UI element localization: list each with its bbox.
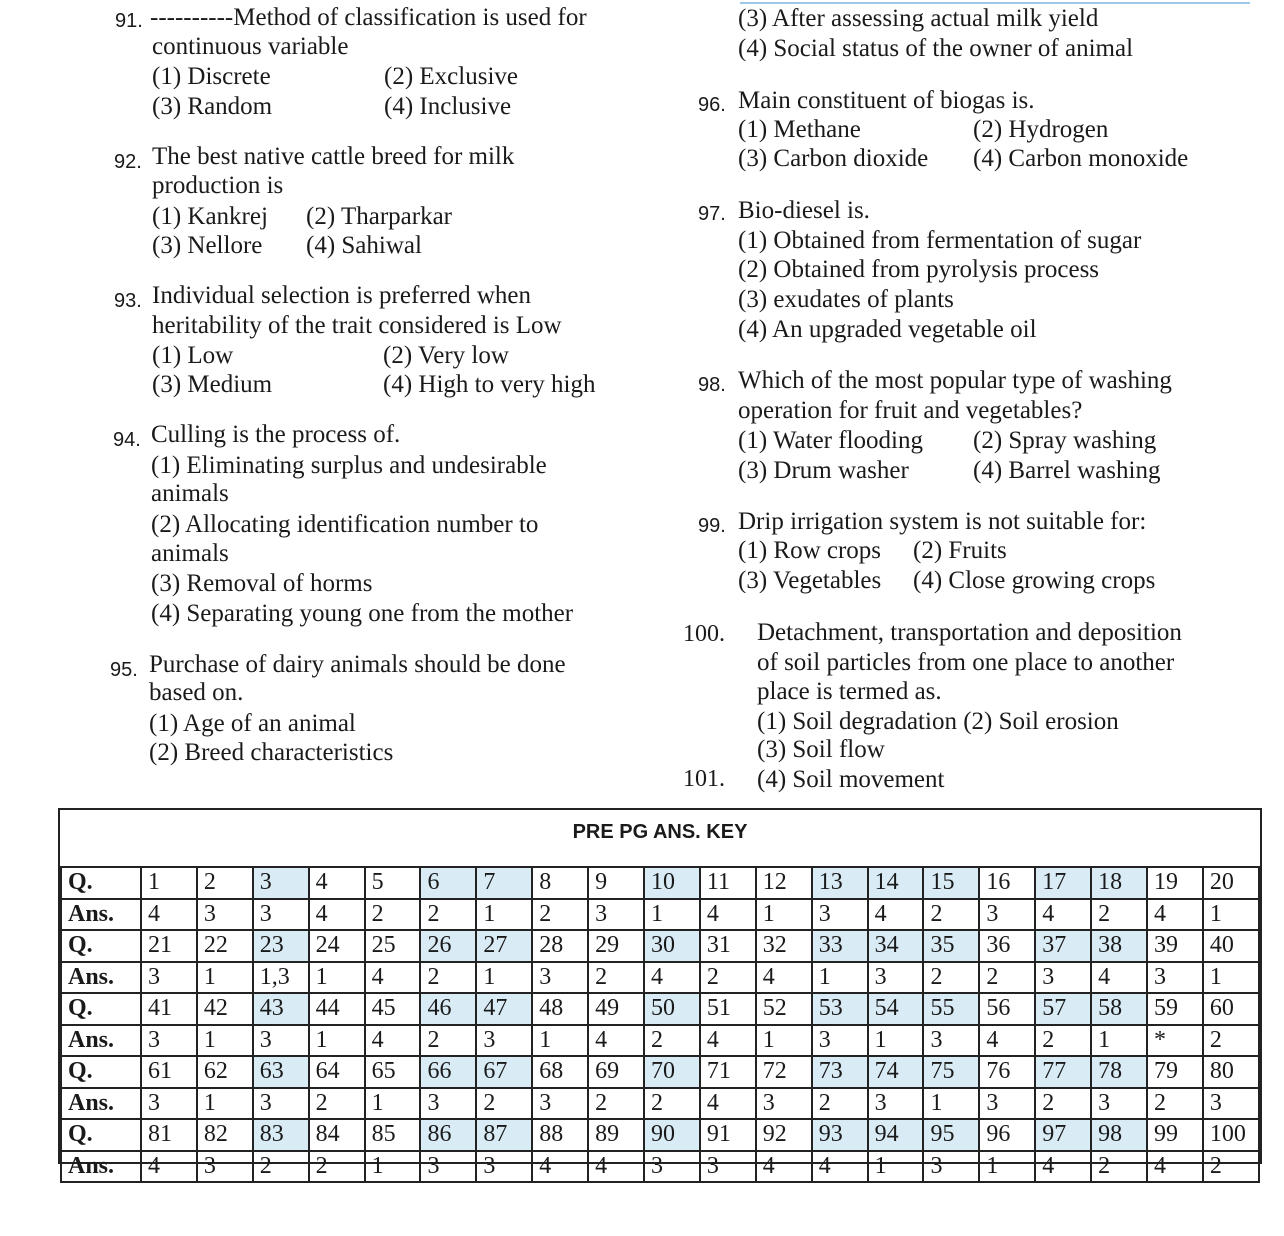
key-answer-cell: 3 xyxy=(476,1151,532,1183)
key-answer-cell: 2 xyxy=(420,899,476,931)
option: (4) Separating young one from the mother xyxy=(151,600,574,627)
key-answer-cell: 3 xyxy=(868,1088,924,1120)
option: (2) Tharparkar xyxy=(306,203,452,230)
question-number: 96. xyxy=(698,94,726,116)
key-answer-cell: 1 xyxy=(309,962,365,994)
question-text: operation for fruit and vegetables? xyxy=(738,397,1083,424)
key-question-cell: 3 xyxy=(253,867,309,899)
key-question-cell: 60 xyxy=(1203,993,1259,1025)
key-question-cell: 79 xyxy=(1147,1056,1203,1088)
key-question-cell: 74 xyxy=(868,1056,924,1088)
key-answer-cell: 1 xyxy=(532,1025,588,1057)
option: (2) Breed characteristics xyxy=(149,739,394,766)
key-question-cell: 46 xyxy=(420,993,476,1025)
key-answer-cell: 3 xyxy=(532,1088,588,1120)
key-answer-cell: 4 xyxy=(756,1151,812,1183)
question-text: Individual selection is preferred when xyxy=(152,282,532,309)
key-question-cell: 75 xyxy=(923,1056,979,1088)
option: (1) Age of an animal xyxy=(149,710,356,737)
row-label-answer: Ans. xyxy=(61,1088,141,1120)
row-label-question: Q. xyxy=(61,867,141,899)
key-answer-cell: 3 xyxy=(756,1088,812,1120)
key-answer-cell: 2 xyxy=(309,1088,365,1120)
answer-row xyxy=(61,1088,1259,1120)
key-answer-cell: 4 xyxy=(141,899,197,931)
key-answer-cell: 1 xyxy=(476,962,532,994)
key-question-cell: 42 xyxy=(197,993,253,1025)
key-answer-cell: 2 xyxy=(644,1088,700,1120)
key-answer-cell: 3 xyxy=(253,1088,309,1120)
question-number: 100. xyxy=(683,621,725,647)
key-answer-cell: 3 xyxy=(923,1025,979,1057)
key-answer-cell: 3 xyxy=(141,962,197,994)
key-question-cell: 36 xyxy=(979,930,1035,962)
key-question-cell: 59 xyxy=(1147,993,1203,1025)
key-question-cell: 94 xyxy=(868,1119,924,1151)
answer-key-table xyxy=(58,808,1262,1179)
key-answer-cell: 2 xyxy=(532,899,588,931)
option: (1) Low xyxy=(152,342,234,369)
key-answer-cell: 4 xyxy=(700,1025,756,1057)
key-answer-cell: 1 xyxy=(644,899,700,931)
key-answer-cell: 3 xyxy=(923,1151,979,1183)
key-question-cell: 76 xyxy=(979,1056,1035,1088)
key-answer-cell: 2 xyxy=(588,962,644,994)
key-question-cell: 29 xyxy=(588,930,644,962)
key-answer-cell: 1 xyxy=(197,962,253,994)
key-question-cell: 68 xyxy=(532,1056,588,1088)
option: (4) An upgraded vegetable oil xyxy=(738,316,1037,343)
question-number: 92. xyxy=(114,151,142,173)
key-answer-cell: 2 xyxy=(1147,1088,1203,1120)
key-question-cell: 25 xyxy=(365,930,421,962)
key-answer-cell: 4 xyxy=(1035,899,1091,931)
question-number-row xyxy=(61,867,1259,899)
answer-key-grid xyxy=(60,866,1260,1183)
question-text: Purchase of dairy animals should be done xyxy=(149,651,566,678)
key-answer-cell: 4 xyxy=(979,1025,1035,1057)
key-answer-cell: 4 xyxy=(1147,899,1203,931)
key-question-cell: 13 xyxy=(812,867,868,899)
key-question-cell: 54 xyxy=(868,993,924,1025)
key-question-cell: 100 xyxy=(1203,1119,1259,1151)
key-answer-cell: 4 xyxy=(141,1151,197,1183)
key-question-cell: 15 xyxy=(923,867,979,899)
question-text: production is xyxy=(152,172,284,199)
key-question-cell: 48 xyxy=(532,993,588,1025)
question-number-row xyxy=(61,1119,1259,1151)
key-answer-cell: 2 xyxy=(979,962,1035,994)
row-label-answer: Ans. xyxy=(61,899,141,931)
key-answer-cell: 2 xyxy=(365,899,421,931)
key-question-cell: 40 xyxy=(1203,930,1259,962)
key-question-cell: 51 xyxy=(700,993,756,1025)
key-question-cell: 97 xyxy=(1035,1119,1091,1151)
key-question-cell: 52 xyxy=(756,993,812,1025)
key-answer-cell: 3 xyxy=(812,899,868,931)
option: (3) Carbon dioxide xyxy=(738,145,929,172)
question-number-row xyxy=(61,930,1259,962)
key-question-cell: 87 xyxy=(476,1119,532,1151)
key-question-cell: 83 xyxy=(253,1119,309,1151)
key-question-cell: 39 xyxy=(1147,930,1203,962)
option: (3) Removal of horms xyxy=(151,570,373,597)
option: (2) Allocating identification number to xyxy=(151,511,539,538)
key-answer-cell: 3 xyxy=(253,1025,309,1057)
option: (3) Vegetables xyxy=(738,567,882,594)
key-question-cell: 81 xyxy=(141,1119,197,1151)
key-question-cell: 61 xyxy=(141,1056,197,1088)
key-answer-cell: 3 xyxy=(979,1088,1035,1120)
key-answer-cell: 1 xyxy=(309,1025,365,1057)
key-answer-cell: 1,3 xyxy=(253,962,309,994)
key-question-cell: 96 xyxy=(979,1119,1035,1151)
key-answer-cell: 2 xyxy=(1035,1025,1091,1057)
key-answer-cell: 4 xyxy=(1091,962,1147,994)
key-question-cell: 91 xyxy=(700,1119,756,1151)
key-answer-cell: 1 xyxy=(979,1151,1035,1183)
option: (1) Obtained from fermentation of sugar xyxy=(738,227,1142,254)
key-answer-cell: 2 xyxy=(253,1151,309,1183)
key-question-cell: 9 xyxy=(588,867,644,899)
key-answer-cell: 3 xyxy=(812,1025,868,1057)
option: (4) Social status of the owner of animal xyxy=(738,35,1134,62)
key-question-cell: 35 xyxy=(923,930,979,962)
key-question-cell: 82 xyxy=(197,1119,253,1151)
option: (4) Soil movement xyxy=(757,766,945,793)
row-label-question: Q. xyxy=(61,993,141,1025)
key-question-cell: 20 xyxy=(1203,867,1259,899)
option: (3) Soil flow xyxy=(757,736,885,763)
question-number: 99. xyxy=(698,515,726,537)
option: (3) Medium xyxy=(152,371,273,398)
question-number-row xyxy=(61,1056,1259,1088)
key-question-cell: 66 xyxy=(420,1056,476,1088)
key-question-cell: 12 xyxy=(756,867,812,899)
key-question-cell: 67 xyxy=(476,1056,532,1088)
row-label-answer: Ans. xyxy=(61,1151,141,1183)
key-answer-cell: 1 xyxy=(923,1088,979,1120)
key-question-cell: 89 xyxy=(588,1119,644,1151)
option: (3) Nellore xyxy=(152,232,263,259)
key-answer-cell: 3 xyxy=(1091,1088,1147,1120)
key-question-cell: 43 xyxy=(253,993,309,1025)
option: (1) Row crops xyxy=(738,537,882,564)
question-text: continuous variable xyxy=(152,33,349,60)
key-question-cell: 71 xyxy=(700,1056,756,1088)
key-answer-cell: 3 xyxy=(253,899,309,931)
key-answer-cell: 1 xyxy=(1091,1025,1147,1057)
key-answer-cell: 2 xyxy=(1203,1025,1259,1057)
option: (3) Drum washer xyxy=(738,457,909,484)
question-number: 93. xyxy=(114,290,142,312)
key-question-cell: 21 xyxy=(141,930,197,962)
option: (1) Eliminating surplus and undesirable xyxy=(151,452,547,479)
key-answer-cell: 1 xyxy=(756,899,812,931)
key-question-cell: 4 xyxy=(309,867,365,899)
key-answer-cell: 4 xyxy=(588,1151,644,1183)
key-answer-cell: 4 xyxy=(812,1151,868,1183)
key-answer-cell: 4 xyxy=(644,962,700,994)
key-question-cell: 27 xyxy=(476,930,532,962)
key-question-cell: 10 xyxy=(644,867,700,899)
key-question-cell: 22 xyxy=(197,930,253,962)
key-answer-cell: 3 xyxy=(197,1151,253,1183)
question-text: Bio-diesel is. xyxy=(738,197,870,224)
key-answer-cell: 2 xyxy=(644,1025,700,1057)
option: (3) Random xyxy=(152,93,273,120)
option: (1) Methane xyxy=(738,116,861,143)
question-number-row xyxy=(61,993,1259,1025)
key-answer-cell: 2 xyxy=(588,1088,644,1120)
option: (2) Exclusive xyxy=(384,63,518,90)
option: (2) Hydrogen xyxy=(973,116,1109,143)
key-question-cell: 45 xyxy=(365,993,421,1025)
key-question-cell: 84 xyxy=(309,1119,365,1151)
key-question-cell: 56 xyxy=(979,993,1035,1025)
key-answer-cell: 3 xyxy=(420,1151,476,1183)
option: (4) Carbon monoxide xyxy=(973,145,1189,172)
key-answer-cell: 3 xyxy=(532,962,588,994)
key-answer-cell: 3 xyxy=(700,1151,756,1183)
key-question-cell: 19 xyxy=(1147,867,1203,899)
key-answer-cell: 2 xyxy=(1091,899,1147,931)
key-answer-cell: 1 xyxy=(868,1151,924,1183)
row-label-question: Q. xyxy=(61,1056,141,1088)
key-question-cell: 32 xyxy=(756,930,812,962)
key-question-cell: 92 xyxy=(756,1119,812,1151)
key-question-cell: 37 xyxy=(1035,930,1091,962)
key-answer-cell: 2 xyxy=(923,962,979,994)
key-answer-cell: 4 xyxy=(309,899,365,931)
key-question-cell: 31 xyxy=(700,930,756,962)
key-answer-cell: 1 xyxy=(1203,899,1259,931)
row-label-question: Q. xyxy=(61,1119,141,1151)
answer-row xyxy=(61,962,1259,994)
option: (3) exudates of plants xyxy=(738,286,954,313)
key-question-cell: 47 xyxy=(476,993,532,1025)
answer-row xyxy=(61,899,1259,931)
key-answer-cell: 2 xyxy=(923,899,979,931)
key-question-cell: 64 xyxy=(309,1056,365,1088)
key-answer-cell: 4 xyxy=(756,962,812,994)
key-answer-cell: 4 xyxy=(700,899,756,931)
key-question-cell: 34 xyxy=(868,930,924,962)
key-question-cell: 58 xyxy=(1091,993,1147,1025)
key-answer-cell: * xyxy=(1147,1025,1203,1057)
key-question-cell: 57 xyxy=(1035,993,1091,1025)
question-number: 94. xyxy=(113,429,141,451)
key-question-cell: 50 xyxy=(644,993,700,1025)
key-question-cell: 8 xyxy=(532,867,588,899)
option: (1) Water flooding xyxy=(738,427,923,454)
key-question-cell: 1 xyxy=(141,867,197,899)
key-question-cell: 86 xyxy=(420,1119,476,1151)
key-answer-cell: 2 xyxy=(476,1088,532,1120)
key-question-cell: 18 xyxy=(1091,867,1147,899)
key-question-cell: 63 xyxy=(253,1056,309,1088)
key-answer-cell: 4 xyxy=(365,962,421,994)
question-number: 97. xyxy=(698,203,726,225)
question-text: place is termed as. xyxy=(757,678,942,705)
key-answer-cell: 1 xyxy=(756,1025,812,1057)
question-text: ----------Method of classification is used for xyxy=(150,4,587,31)
answer-row xyxy=(61,1151,1259,1183)
key-answer-cell: 1 xyxy=(1203,962,1259,994)
key-answer-cell: 1 xyxy=(197,1088,253,1120)
option: animals xyxy=(151,480,229,507)
option: (4) Inclusive xyxy=(384,93,512,120)
question-number: 101. xyxy=(683,766,725,792)
key-answer-cell: 2 xyxy=(309,1151,365,1183)
key-answer-cell: 3 xyxy=(1147,962,1203,994)
key-answer-cell: 1 xyxy=(365,1151,421,1183)
option: animals xyxy=(151,540,229,567)
key-answer-cell: 3 xyxy=(420,1088,476,1120)
question-number: 98. xyxy=(698,374,726,396)
key-question-cell: 62 xyxy=(197,1056,253,1088)
key-answer-cell: 1 xyxy=(868,1025,924,1057)
key-answer-cell: 4 xyxy=(868,899,924,931)
key-question-cell: 38 xyxy=(1091,930,1147,962)
key-answer-cell: 3 xyxy=(197,899,253,931)
option: (2) Fruits xyxy=(913,537,1007,564)
key-question-cell: 70 xyxy=(644,1056,700,1088)
question-text: The best native cattle breed for milk xyxy=(152,143,515,170)
option: (3) After assessing actual milk yield xyxy=(738,5,1099,32)
key-answer-cell: 3 xyxy=(141,1088,197,1120)
option: (2) Obtained from pyrolysis process xyxy=(738,256,1100,283)
key-answer-cell: 2 xyxy=(1091,1151,1147,1183)
key-answer-cell: 2 xyxy=(812,1088,868,1120)
key-answer-cell: 1 xyxy=(197,1025,253,1057)
key-question-cell: 73 xyxy=(812,1056,868,1088)
question-text: of soil particles from one place to another xyxy=(757,649,1175,676)
key-question-cell: 24 xyxy=(309,930,365,962)
option: (4) High to very high xyxy=(383,371,596,398)
key-answer-cell: 1 xyxy=(812,962,868,994)
key-answer-cell: 4 xyxy=(532,1151,588,1183)
key-question-cell: 72 xyxy=(756,1056,812,1088)
key-question-cell: 53 xyxy=(812,993,868,1025)
key-question-cell: 85 xyxy=(365,1119,421,1151)
option: (2) Very low xyxy=(383,342,509,369)
option: (1) Discrete xyxy=(152,63,271,90)
key-answer-cell: 3 xyxy=(141,1025,197,1057)
question-text: heritability of the trait considered is Low xyxy=(152,312,562,339)
key-answer-cell: 4 xyxy=(365,1025,421,1057)
option: (4) Close growing crops xyxy=(913,567,1156,594)
key-answer-cell: 4 xyxy=(1035,1151,1091,1183)
key-question-cell: 2 xyxy=(197,867,253,899)
key-question-cell: 33 xyxy=(812,930,868,962)
key-question-cell: 65 xyxy=(365,1056,421,1088)
row-label-question: Q. xyxy=(61,930,141,962)
key-answer-cell: 2 xyxy=(420,962,476,994)
key-question-cell: 26 xyxy=(420,930,476,962)
answer-row xyxy=(61,1025,1259,1057)
key-question-cell: 16 xyxy=(979,867,1035,899)
key-question-cell: 55 xyxy=(923,993,979,1025)
key-answer-cell: 1 xyxy=(476,899,532,931)
key-answer-cell: 3 xyxy=(588,899,644,931)
key-question-cell: 30 xyxy=(644,930,700,962)
key-answer-cell: 3 xyxy=(1035,962,1091,994)
question-number: 95. xyxy=(110,659,138,681)
row-label-answer: Ans. xyxy=(61,1025,141,1057)
key-question-cell: 98 xyxy=(1091,1119,1147,1151)
key-question-cell: 17 xyxy=(1035,867,1091,899)
key-question-cell: 69 xyxy=(588,1056,644,1088)
question-text: Which of the most popular type of washing xyxy=(738,367,1172,394)
key-answer-cell: 1 xyxy=(365,1088,421,1120)
key-question-cell: 95 xyxy=(923,1119,979,1151)
question-text: Detachment, transportation and deposition xyxy=(757,619,1182,646)
key-answer-cell: 2 xyxy=(420,1025,476,1057)
question-text: Main constituent of biogas is. xyxy=(738,87,1035,114)
key-question-cell: 49 xyxy=(588,993,644,1025)
key-question-cell: 5 xyxy=(365,867,421,899)
key-question-cell: 80 xyxy=(1203,1056,1259,1088)
key-answer-cell: 3 xyxy=(979,899,1035,931)
option: (4) Barrel washing xyxy=(973,457,1161,484)
key-question-cell: 78 xyxy=(1091,1056,1147,1088)
key-question-cell: 41 xyxy=(141,993,197,1025)
option: (2) Spray washing xyxy=(973,427,1157,454)
key-answer-cell: 2 xyxy=(700,962,756,994)
key-question-cell: 77 xyxy=(1035,1056,1091,1088)
key-question-cell: 14 xyxy=(868,867,924,899)
key-question-cell: 7 xyxy=(476,867,532,899)
question-text: Culling is the process of. xyxy=(151,421,401,448)
key-answer-cell: 4 xyxy=(1147,1151,1203,1183)
key-question-cell: 23 xyxy=(253,930,309,962)
key-question-cell: 93 xyxy=(812,1119,868,1151)
question-text: based on. xyxy=(149,679,244,706)
option: (4) Sahiwal xyxy=(306,232,422,259)
key-question-cell: 99 xyxy=(1147,1119,1203,1151)
key-answer-cell: 3 xyxy=(476,1025,532,1057)
key-answer-cell: 3 xyxy=(1203,1088,1259,1120)
row-label-answer: Ans. xyxy=(61,962,141,994)
key-question-cell: 6 xyxy=(420,867,476,899)
key-answer-cell: 4 xyxy=(700,1088,756,1120)
question-number: 91. xyxy=(115,10,143,32)
key-answer-cell: 4 xyxy=(588,1025,644,1057)
key-answer-cell: 3 xyxy=(868,962,924,994)
question-text: Drip irrigation system is not suitable for: xyxy=(738,508,1147,535)
key-question-cell: 90 xyxy=(644,1119,700,1151)
key-answer-cell: 2 xyxy=(1203,1151,1259,1183)
key-question-cell: 44 xyxy=(309,993,365,1025)
key-question-cell: 28 xyxy=(532,930,588,962)
key-question-cell: 88 xyxy=(532,1119,588,1151)
option: (1) Soil degradation (2) Soil erosion xyxy=(757,708,1119,735)
key-answer-cell: 3 xyxy=(644,1151,700,1183)
key-answer-cell: 2 xyxy=(1035,1088,1091,1120)
answer-key-title: PRE PG ANS. KEY xyxy=(60,810,1260,868)
key-question-cell: 11 xyxy=(700,867,756,899)
option: (1) Kankrej xyxy=(152,203,268,230)
